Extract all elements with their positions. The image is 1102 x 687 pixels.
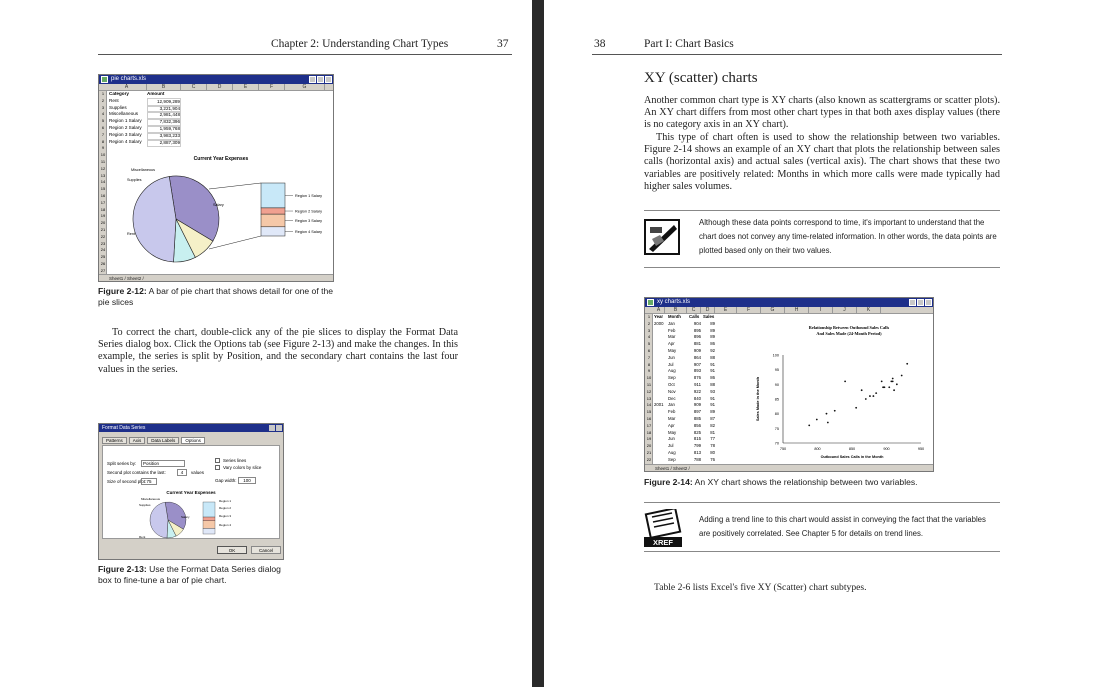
- row-number: 14: [646, 402, 652, 408]
- preview-pie-slice: [150, 502, 168, 538]
- cell-value: 89: [710, 409, 715, 415]
- data-point: [844, 381, 846, 383]
- pie-label: Salary: [213, 203, 224, 207]
- row-number: 1: [101, 91, 105, 96]
- note-icon: [644, 219, 680, 255]
- row-number: 10: [646, 375, 652, 381]
- cell-header: Calls: [689, 314, 700, 319]
- gap-input[interactable]: 100: [238, 477, 256, 484]
- cell-value: 89: [710, 327, 715, 333]
- pie-slice: [133, 177, 176, 262]
- cell-value: 78: [710, 443, 715, 449]
- preview-label: Region 2: [219, 506, 232, 510]
- data-point: [906, 363, 908, 365]
- bar-segment: [261, 208, 285, 214]
- cell-value: May: [668, 348, 677, 353]
- row-number: 2: [647, 320, 651, 326]
- cell-value: 80: [710, 450, 715, 455]
- column-header: E: [233, 84, 259, 91]
- cell-value: 89: [710, 320, 715, 326]
- column-headers: [645, 307, 934, 314]
- cell-label: Rent: [109, 97, 119, 103]
- caption-label: Figure 2-14:: [644, 477, 693, 487]
- split-label: Split series by:: [107, 461, 137, 466]
- row-number: 1: [647, 314, 651, 319]
- cell-label: Region 3 Salary: [109, 131, 142, 137]
- cell-value: 76: [710, 456, 715, 462]
- row-number: 5: [647, 341, 651, 347]
- x-tick-label: 950: [917, 447, 925, 451]
- body-paragraph-1: Another common chart type is XY charts (also known as scattergrams or scatter plots). An XY chart differs from most other chart types in that both axes display values (there is no category axis in an XY chart).: [644, 95, 1000, 131]
- row-number: 2: [101, 97, 105, 103]
- maximize-icon[interactable]: [917, 299, 924, 306]
- cell-label: Region 1 Salary: [109, 118, 142, 124]
- vary-colors-checkbox[interactable]: [215, 465, 220, 470]
- row-number: 13: [646, 395, 652, 401]
- row-number: 18: [646, 429, 652, 435]
- cell-value: 7,832,396: [147, 118, 181, 127]
- data-point: [855, 407, 857, 409]
- xref-label: XREF: [652, 538, 674, 547]
- row-number: 27: [100, 267, 106, 273]
- preview-bar-segment: [203, 528, 215, 534]
- series-line: [209, 183, 261, 189]
- bar-segment: [261, 214, 285, 227]
- row-number: 8: [101, 138, 105, 144]
- row-number: 3: [101, 104, 105, 110]
- series-lines-label: Series lines: [223, 458, 247, 463]
- cell-label: Supplies: [109, 104, 127, 110]
- x-tick-label: 750: [779, 447, 787, 451]
- size-label: Size of second plot:: [107, 479, 147, 484]
- cell-value: 91: [710, 402, 715, 408]
- window-title: pie charts.xls: [111, 76, 147, 82]
- row-number: 8: [647, 361, 651, 367]
- data-point: [893, 389, 895, 391]
- chart-title-line1: Relationship Between Outbound Sales Calls: [808, 325, 890, 330]
- row-number: 7: [101, 131, 105, 137]
- bar-label: Region 4 Salary: [295, 229, 323, 234]
- cell-value: 893: [693, 368, 701, 374]
- pie-chart: [109, 151, 333, 272]
- cell-value: Sep: [668, 375, 676, 381]
- column-header: J: [833, 307, 857, 314]
- scatter-chart: [749, 315, 933, 463]
- cell-value: 89: [710, 334, 715, 340]
- row-number: 23: [100, 240, 106, 246]
- left-page: [0, 0, 532, 687]
- cell-value: Jun: [668, 436, 675, 442]
- bar-label: Region 1 Salary: [295, 193, 323, 198]
- preview-bar-segment: [203, 517, 215, 521]
- note-text: Although these data points correspond to time, it's important to understand that the chart does not convey any time-related information. In other words, the data points are plotted based only on their two values.: [699, 218, 997, 255]
- cell-label: Category: [109, 91, 129, 96]
- column-header: G: [761, 307, 785, 314]
- xref-icon: [644, 509, 682, 549]
- dialog-title: Format Data Series: [102, 425, 146, 431]
- cell-value: 3,983,233: [147, 132, 181, 141]
- preview-label: Rent: [139, 535, 146, 539]
- cell-value: 2001: [654, 402, 664, 408]
- preview-label: Region 4: [219, 523, 232, 527]
- cell-label: Miscellaneous: [109, 111, 139, 117]
- column-header: D: [701, 307, 715, 314]
- section-heading: XY (scatter) charts: [644, 70, 758, 86]
- preview-label: Salary: [181, 515, 190, 519]
- running-head: Chapter 2: Understanding Chart Types: [271, 38, 449, 50]
- row-number: 25: [100, 254, 106, 260]
- data-point: [881, 381, 883, 383]
- data-point: [872, 395, 874, 397]
- row-number: 12: [100, 165, 106, 171]
- preview-bar-segment: [203, 502, 215, 517]
- cell-value: Mar: [668, 416, 676, 421]
- row-number: 19: [646, 436, 652, 442]
- row-number: 13: [100, 172, 106, 178]
- chart-title: Current Year Expenses: [193, 156, 249, 162]
- data-point: [901, 375, 903, 377]
- cell-value: 81: [710, 429, 715, 435]
- cell-value: 815: [693, 436, 701, 442]
- cell-value: 909: [693, 348, 701, 353]
- x-tick-label: 800: [814, 447, 821, 451]
- data-point: [865, 398, 867, 400]
- data-point: [861, 389, 863, 391]
- header-rule: [98, 54, 512, 55]
- column-header: C: [181, 84, 207, 91]
- data-point: [888, 386, 890, 388]
- minimize-icon[interactable]: [309, 76, 316, 83]
- tab-data-labels[interactable]: Data Labels: [147, 437, 179, 444]
- cell-label: Region 4 Salary: [109, 138, 142, 144]
- cell-value: Jun: [668, 354, 675, 360]
- cell-value: 91: [710, 395, 715, 401]
- data-point: [892, 378, 894, 380]
- closing-sentence: Table 2-6 lists Excel's five XY (Scatter) chart subtypes.: [654, 582, 867, 593]
- cell-value: 87: [710, 416, 715, 421]
- cell-value: Jul: [668, 361, 674, 367]
- tab-options[interactable]: Options: [181, 437, 205, 444]
- close-icon[interactable]: [325, 76, 332, 83]
- row-number: 21: [646, 450, 652, 455]
- row-number: 22: [646, 456, 652, 462]
- cancel-button[interactable]: Cancel: [251, 546, 281, 554]
- cell-value: Feb: [668, 327, 676, 333]
- cell-header: Sales: [703, 314, 715, 319]
- column-headers: [99, 84, 334, 91]
- cell-value: 82: [710, 422, 715, 428]
- cell-value: 907: [693, 361, 701, 367]
- cell-value: 909: [693, 402, 701, 408]
- second-plot-input[interactable]: 4: [177, 469, 187, 476]
- column-header: F: [737, 307, 761, 314]
- cell-value: Apr: [668, 341, 675, 347]
- caption-text: Use the Format Data Series dialog box to fine-tune a bar of pie chart.: [98, 564, 281, 585]
- dialog-tabs: [102, 437, 205, 444]
- cell-value: 799: [693, 443, 701, 449]
- dialog-title-bar: [99, 424, 283, 432]
- y-tick-label: 80: [774, 412, 779, 417]
- cell-value: 2,887,309: [147, 139, 181, 148]
- data-point: [892, 381, 894, 383]
- row-number: 19: [100, 213, 106, 219]
- caption-text: An XY chart shows the relationship between two variables.: [694, 477, 918, 487]
- column-header: A: [653, 307, 665, 314]
- split-select[interactable]: Position: [141, 460, 185, 467]
- column-header: D: [207, 84, 233, 91]
- row-number: 11: [100, 159, 106, 164]
- row-headers: [645, 314, 653, 464]
- second-plot-unit: values: [191, 470, 205, 475]
- vary-colors-label: Vary colors by slice: [223, 465, 262, 470]
- cell-value: 88: [710, 382, 715, 387]
- gap-label: Gap width:: [215, 478, 237, 483]
- window-controls: [309, 76, 332, 83]
- close-icon[interactable]: [925, 299, 932, 306]
- cell-value: Dec: [668, 395, 676, 401]
- cell-value: Jan: [668, 320, 675, 326]
- row-number: 22: [100, 233, 106, 239]
- window-title-bar: [645, 298, 933, 307]
- cell-value: 88: [710, 354, 715, 360]
- column-header: I: [809, 307, 833, 314]
- data-point: [808, 425, 810, 427]
- row-number: 26: [100, 261, 106, 266]
- data-point: [826, 413, 828, 415]
- row-number: 16: [646, 416, 652, 421]
- caption-label: Figure 2-13:: [98, 564, 147, 574]
- cell-header: Year: [654, 314, 664, 319]
- bar-segment: [261, 183, 285, 208]
- y-tick-label: 70: [774, 441, 779, 446]
- row-number: 21: [100, 227, 106, 232]
- excel-window-xy: [644, 297, 934, 472]
- row-number: 4: [101, 111, 105, 117]
- pie-label: Supplies: [127, 178, 142, 182]
- cell-value: Apr: [668, 422, 675, 428]
- cell-value: 876: [693, 375, 701, 381]
- y-tick-label: 75: [774, 426, 779, 431]
- row-number: 10: [100, 152, 106, 158]
- help-icon[interactable]: [269, 425, 275, 431]
- xref-text: Adding a trend line to this chart would assist in conveying the fact that the variables are positively correlated. See Chapter 5 for details on trend lines.: [699, 515, 986, 538]
- cell-value: 92: [710, 348, 715, 353]
- figure-caption-14: [644, 477, 944, 488]
- row-number: 11: [646, 382, 652, 387]
- cell-value: Amount: [147, 91, 165, 96]
- bar-label: Region 2 Salary: [295, 209, 323, 214]
- cell-value: 86: [710, 375, 715, 381]
- excel-window-pie: [98, 74, 334, 282]
- y-tick-label: 100: [772, 353, 779, 358]
- cell-value: 86: [710, 341, 715, 347]
- ok-button[interactable]: OK: [217, 546, 247, 554]
- row-number: 20: [646, 443, 652, 449]
- cell-value: 2000: [654, 320, 664, 326]
- preview-chart: [133, 496, 253, 540]
- sheet-tabs[interactable]: Sheet1 / Sheet2 /: [99, 274, 333, 282]
- row-number: 6: [101, 125, 105, 130]
- cell-value: 91: [710, 368, 715, 374]
- note-box: [644, 210, 1000, 268]
- xref-box: [644, 502, 1000, 552]
- preview-label: Region 3: [219, 514, 232, 518]
- data-point: [884, 386, 886, 388]
- cell-value: 840: [693, 395, 701, 401]
- cell-value: 12,909,289: [147, 98, 181, 107]
- page-number: 37: [497, 38, 509, 50]
- tab-axis[interactable]: Axis: [129, 437, 146, 444]
- row-number: 18: [100, 206, 106, 212]
- y-tick-label: 85: [774, 397, 779, 402]
- row-headers: [99, 91, 107, 274]
- page-number: 38: [594, 38, 606, 50]
- column-header: B: [147, 84, 181, 91]
- row-number: 4: [647, 334, 651, 340]
- cell-value: 897: [693, 409, 701, 415]
- maximize-icon[interactable]: [317, 76, 324, 83]
- y-tick-label: 90: [774, 382, 779, 387]
- cell-value: 788: [693, 456, 701, 462]
- tab-patterns[interactable]: Patterns: [102, 437, 127, 444]
- figure-caption-12: [98, 286, 334, 308]
- caption-text: A bar of pie chart that shows detail for one of the pie slices: [98, 286, 334, 307]
- data-point: [896, 383, 898, 385]
- column-header: K: [857, 307, 881, 314]
- row-number: 15: [646, 409, 652, 415]
- row-number: 15: [100, 186, 106, 192]
- preview-bar-segment: [203, 521, 215, 529]
- window-title-bar: [99, 75, 333, 84]
- cell-value: 904: [693, 320, 701, 326]
- right-page: [544, 0, 1102, 687]
- close-icon[interactable]: [276, 425, 282, 431]
- cell-value: 77: [710, 436, 715, 442]
- row-number: 12: [646, 388, 652, 394]
- cell-value: 881: [693, 341, 701, 347]
- row-number: 20: [100, 220, 106, 226]
- preview-label: Region 1: [219, 499, 232, 503]
- data-point: [816, 419, 818, 421]
- row-number: 24: [100, 247, 106, 253]
- excel-icon: [647, 299, 654, 306]
- cell-value: 1,959,768: [147, 125, 181, 134]
- cell-value: Jan: [668, 402, 675, 408]
- column-header: G: [285, 84, 325, 91]
- series-line: [209, 236, 261, 249]
- row-number: 16: [100, 193, 106, 198]
- cell-value: 813: [693, 450, 701, 455]
- column-header: A: [107, 84, 147, 91]
- cell-value: Oct: [668, 382, 675, 387]
- cell-value: Sep: [668, 456, 676, 462]
- row-number: 6: [647, 348, 651, 353]
- cell-value: Nov: [668, 388, 676, 394]
- cell-value: 922: [693, 388, 701, 394]
- body-paragraph-2: This type of chart often is used to show the relationship between two variables. Figure 2-14 shows an example of an XY chart that plots the relationship between sales calls (horizontal axis) and actual sales (vertical axis). The chart shows that these two variables are positively related: Months in which more calls were made typically had higher sales volumes.: [644, 132, 1000, 192]
- row-number: 7: [647, 354, 651, 360]
- minimize-icon[interactable]: [909, 299, 916, 306]
- cell-value: 3,221,904: [147, 105, 181, 114]
- column-header: F: [259, 84, 285, 91]
- size-input[interactable]: 75: [141, 478, 157, 485]
- x-tick-label: 850: [848, 447, 856, 451]
- cell-value: 885: [693, 416, 701, 421]
- cell-value: 895: [693, 327, 701, 333]
- header-rule: [592, 54, 1002, 55]
- cell-value: Aug: [668, 368, 676, 374]
- preview-label: Supplies: [139, 503, 151, 507]
- row-number: 14: [100, 179, 106, 185]
- format-data-series-dialog: [98, 423, 284, 560]
- cell-value: 2,981,448: [147, 111, 181, 120]
- row-number: 3: [647, 327, 651, 333]
- cell-value: May: [668, 429, 677, 435]
- y-tick-label: 95: [774, 368, 779, 373]
- cell-value: Jul: [668, 443, 674, 449]
- data-point: [875, 392, 877, 394]
- cell-header: Month: [668, 314, 681, 319]
- window-controls: [909, 299, 932, 306]
- chart-title-line2: And Sales Made (24-Month Period): [816, 331, 882, 336]
- column-header: E: [715, 307, 737, 314]
- cell-label: Region 2 Salary: [109, 125, 142, 130]
- x-tick-label: 900: [883, 447, 890, 451]
- options-panel: [102, 445, 280, 539]
- data-point: [834, 410, 836, 412]
- column-header: B: [665, 307, 687, 314]
- pie-label: Rent: [127, 232, 136, 236]
- row-number: 17: [646, 422, 652, 428]
- cell-value: Aug: [668, 450, 676, 455]
- sheet-tabs[interactable]: Sheet1 / Sheet2 /: [645, 464, 933, 472]
- cell-value: Feb: [668, 409, 676, 415]
- cell-value: 864: [693, 354, 701, 360]
- cell-value: 91: [710, 361, 715, 367]
- column-header: C: [687, 307, 701, 314]
- bar-segment: [261, 227, 285, 236]
- second-plot-label: Second plot contains the last:: [107, 470, 166, 475]
- column-header: H: [785, 307, 809, 314]
- row-number: 9: [101, 145, 105, 151]
- row-number: 9: [647, 368, 651, 374]
- cell-value: 911: [694, 382, 701, 387]
- cell-value: Mar: [668, 334, 676, 340]
- body-paragraph: To correct the chart, double-click any of the pie slices to display the Format Data Series dialog box. Click the Options tab (see Figure 2-13) and make the changes. In this example, the series is split by Position, and the secondary chart contains the last four values in the series.: [98, 327, 458, 375]
- data-point: [869, 395, 871, 397]
- running-head: Part I: Chart Basics: [644, 38, 734, 50]
- series-lines-checkbox[interactable]: [215, 458, 220, 463]
- row-number: 5: [101, 118, 105, 124]
- cell-value: 896: [693, 334, 701, 340]
- preview-label: Miscellaneous: [141, 497, 161, 501]
- excel-icon: [101, 76, 108, 83]
- window-title: xy charts.xls: [657, 299, 691, 305]
- x-axis-label: Outbound Sales Calls in the Month: [820, 455, 884, 459]
- caption-label: Figure 2-12:: [98, 286, 147, 296]
- bar-label: Region 3 Salary: [295, 218, 323, 223]
- y-axis-label: Sales Made in the Month: [756, 376, 760, 422]
- figure-caption-13: [98, 564, 284, 586]
- row-number: 17: [100, 199, 106, 205]
- preview-title: Current Year Expenses: [166, 490, 216, 495]
- cell-value: 856: [693, 422, 701, 428]
- pie-label: Miscellaneous: [131, 168, 156, 172]
- data-point: [827, 422, 829, 424]
- cell-value: 825: [693, 429, 701, 435]
- cell-value: 93: [710, 388, 715, 394]
